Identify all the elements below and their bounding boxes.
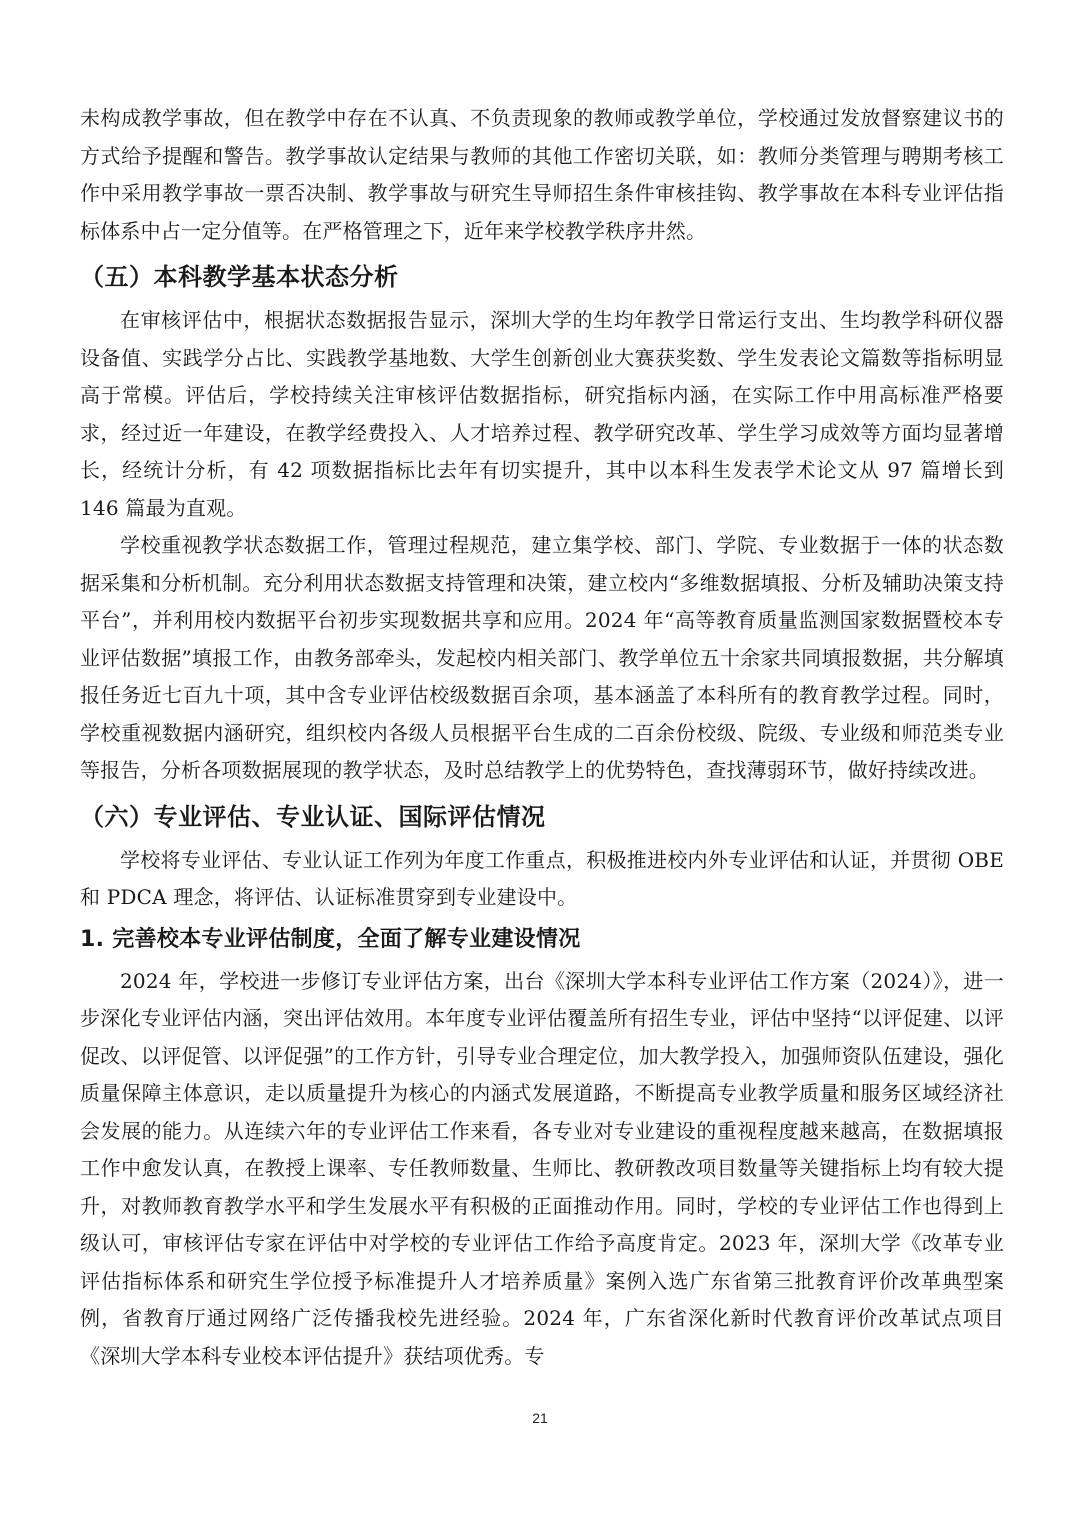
page-content — [80, 100, 1004, 1375]
paragraph-audit-data: 在审核评估中，根据状态数据报告显示，深圳大学的生均年教学日常运行支出、生均教学科研仪器设备值、实践学分占比、实践教学基地数、大学生创新创业大赛获奖数、学生发表论文篇数等指标明显高于常模。评估后，学校持续关注审核评估数据指标，研究指标内涵，在实际工作中用高标准严格要求，经过近一年建设，在教学经费投入、人才培养过程、教学研究改革、学生学习成效等方面均显著增长，经统计分析，有 42 项数据指标比去年有切实提升，其中以本科生发表学术论文从 97 篇增长到 146 篇最为直观。 — [80, 308, 1004, 520]
page-number: 21 — [532, 1410, 548, 1426]
heading-section-5: （五）本科教学基本状态分析 — [80, 263, 399, 291]
paragraph-evaluation-focus: 学校将专业评估、专业认证工作列为年度工作重点，积极推进校内外专业评估和认证，并贯彻 OBE 和 PDCA 理念，将评估、认证标准贯穿到专业建设中。 — [80, 847, 1004, 909]
heading-section-6: （六）专业评估、专业认证、国际评估情况 — [80, 802, 546, 831]
paragraph-evaluation-plan: 2024 年，学校进一步修订专业评估方案，出台《深圳大学本科专业评估工作方案（2024）》，进一步深化专业评估内涵，突出评估效用。本年度专业评估覆盖所有招生专业，评估中坚持“以评促建、以评促改、以评促管、以评促强”的工作方针，引导专业合理定位，加大教学投入，加强师资队伍建设，强化质量保障主体意识，走以质量提升为核心的内涵式发展道路，不断提高专业教学质量和服务区域经济社会发展的能力。从连续六年的专业评估工作来看，各专业对专业建设的重视程度越来越高，在数据填报工作中愈发认真，在教授上课率、专任教师数量、生师比、教研教改项目数量等关键指标上均有较大提升，对教师教育教学水平和学生发展水平有积极的正面推动作用。同时，学校的专业评估工作也得到上级认可，审核评估专家在评估中对学校的专业评估工作给予高度肯定。2023 年，深圳大学《改革专业评估指标体系和研究生学位授予标准提升人才培养质量》案例入选广东省第三批教育评价改革典型案例，省教育厅通过网络广泛传播我校先进经验。2024 年，广东省深化新时代教育评价改革试点项目《深圳大学本科专业校本评估提升》获结项优秀。专 — [80, 968, 1004, 1368]
paragraph-status-data-work: 学校重视教学状态数据工作，管理过程规范，建立集学校、部门、学院、专业数据于一体的状态数据采集和分析机制。充分利用状态数据支持管理和决策，建立校内“多维数据填报、分析及辅助决策支持平台”，并利用校内数据平台初步实现数据共享和应用。2024 年“高等教育质量监测国家数据暨校本专业评估数据”填报工作，由教务部牵头，发起校内相关部门、教学单位五十余家共同填报数据，共分解填报任务近七百九十项，其中含专业评估校级数据百余项，基本涵盖了本科所有的教育教学过程。同时，学校重视数据内涵研究，组织校内各级人员根据平台生成的二百余份校级、院级、专业级和师范类专业等报告，分析各项数据展现的教学状态，及时总结教学上的优势特色，查找薄弱环节，做好持续改进。 — [80, 533, 1004, 782]
paragraph-teaching-accidents: 未构成教学事故，但在教学中存在不认真、不负责现象的教师或教学单位，学校通过发放督察建议书的方式给予提醒和警告。教学事故认定结果与教师的其他工作密切关联，如：教师分类管理与聘期考核工作中采用教学事故一票否决制、教学事故与研究生导师招生条件审核挂钩、教学事故在本科专业评估指标体系中占一定分值等。在严格管理之下，近年来学校教学秩序井然。 — [80, 106, 1004, 243]
heading-subsection-6-1: 1. 完善校本专业评估制度，全面了解专业建设情况 — [80, 926, 581, 952]
